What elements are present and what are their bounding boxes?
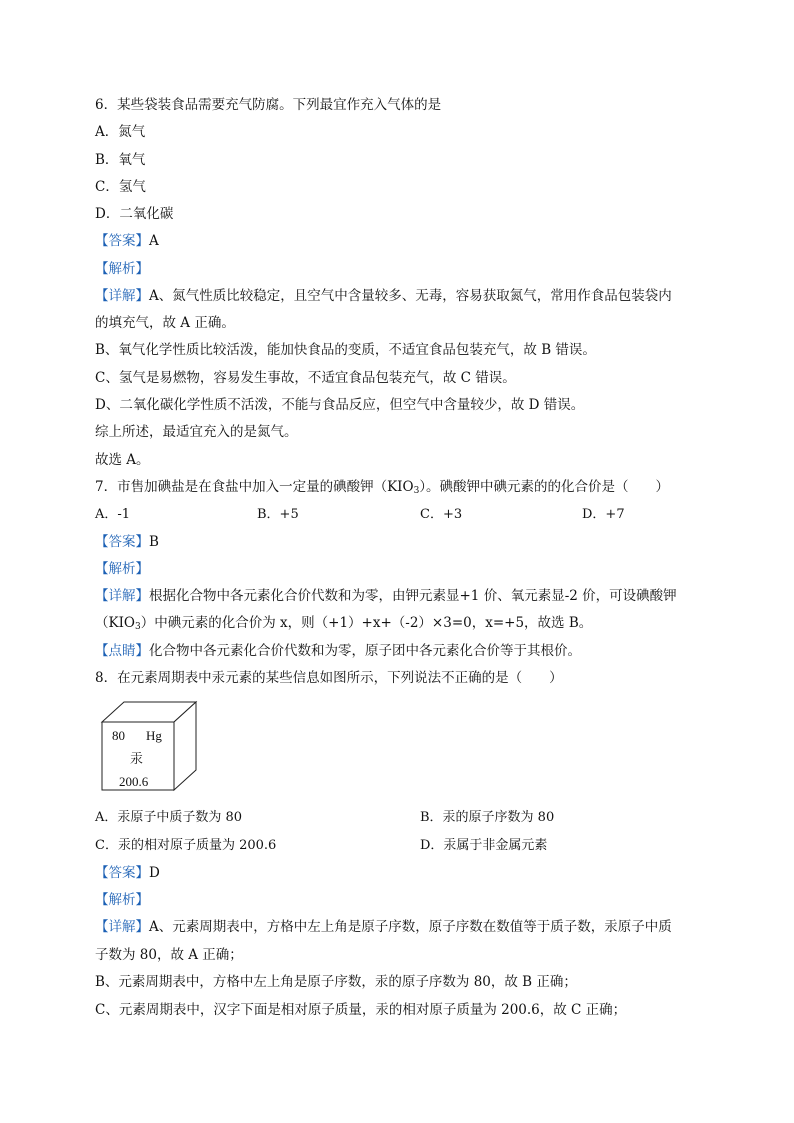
q7-stem-subscript: 3 (413, 486, 420, 496)
q8-option-c: C．汞的相对原子质量为 200.6 (95, 838, 277, 853)
answer-value: B (149, 534, 159, 550)
q8-detail-2: 子数为 80，故 A 正确； (95, 947, 243, 963)
point-tag: 【点睛】 (95, 643, 149, 659)
q8-option-a: A．汞原子中质子数为 80 (95, 810, 243, 825)
element-symbol: Hg (146, 728, 162, 743)
detail-tag: 【详解】 (95, 288, 149, 304)
q6-option-a: A．氮气 (95, 124, 146, 140)
q6-answer (95, 231, 705, 251)
answer-tag: 【答案】 (95, 233, 149, 249)
element-cell-mercury (100, 700, 200, 792)
q6-option-c: C．氢气 (95, 179, 146, 195)
q6-detail-4: C、氢气是易燃物，容易发生事故，不适宜食品包装充气，故 C 错误。 (95, 370, 516, 386)
q8-detail-1 (95, 917, 705, 937)
q7-stem-part-a: 7．市售加碘盐是在食盐中加入一定量的碘酸钾（KIO (95, 479, 414, 495)
detail-text: A、氮气性质比较稳定，且空气中含量较多、无毒，容易获取氮气，常用作食品包装袋内 (149, 288, 672, 304)
answer-value: D (149, 865, 160, 881)
analysis-tag: 【解析】 (95, 561, 149, 577)
detail-text: A、元素周期表中，方格中左上角是原子序数，原子序数在数值等于质子数，汞原子中质 (149, 919, 672, 935)
detail-tag: 【详解】 (95, 588, 149, 604)
q8-answer (95, 863, 705, 883)
detail-text: 根据化合物中各元素化合价代数和为零，由钾元素显+1 价、氧元素显-2 价，可设碘酸钾 (149, 588, 677, 604)
q7-answer (95, 532, 705, 552)
q6-option-b: B．氧气 (95, 152, 146, 168)
q7-point (95, 641, 705, 661)
analysis-tag: 【解析】 (95, 892, 149, 908)
atomic-mass: 200.6 (119, 774, 149, 789)
q8-detail-4: C、元素周期表中，汉字下面是相对原子质量，汞的相对原子质量为 200.6，故 C 正确； (95, 1002, 627, 1018)
q7-stem-part-b: ）。碘酸钾中碘元素的的化合价是（ ） (419, 479, 670, 495)
q7-stem (95, 477, 705, 501)
q6-stem: 6．某些袋装食品需要充气防腐。下列最宜作充入气体的是 (95, 97, 442, 113)
q7-detail-2-part-a: （KIO (95, 615, 135, 631)
q8-option-d: D．汞属于非金属元素 (420, 838, 548, 853)
answer-value: A (149, 233, 159, 249)
q6-detail-1 (95, 286, 705, 306)
q8-option-b: B．汞的原子序数为 80 (420, 810, 555, 825)
q7-option-d: D．+7 (582, 507, 625, 522)
q8-detail-3: B、元素周期表中，方格中左上角是原子序数，汞的原子序数为 80，故 B 正确； (95, 974, 577, 990)
q7-option-b: B．+5 (257, 507, 299, 522)
q6-option-d: D．二氧化碳 (95, 206, 174, 222)
q6-analysis-tag (95, 259, 705, 279)
answer-tag: 【答案】 (95, 865, 149, 881)
q6-detail-5: D、二氧化碳化学性质不活泼，不能与食品反应，但空气中含量较少，故 D 错误。 (95, 397, 585, 413)
q8-stem: 8．在元素周期表中汞元素的某些信息如图所示，下列说法不正确的是（ ） (95, 670, 563, 686)
q6-choose: 故选 A。 (95, 452, 150, 468)
q6-detail-2: 的填充气，故 A 正确。 (95, 315, 235, 331)
q7-detail-2 (95, 613, 705, 637)
detail-tag: 【详解】 (95, 919, 149, 935)
q6-summary: 综上所述，最适宜充入的是氮气。 (95, 424, 298, 440)
q7-detail-2-subscript: 3 (135, 622, 141, 632)
q7-detail-2-part-b: ）中碘元素的化合价为 x，则（+1）+x+（-2）×3=0，x=+5，故选 B。 (140, 615, 593, 631)
q8-analysis-tag (95, 890, 705, 910)
element-name: 汞 (130, 751, 144, 766)
answer-tag: 【答案】 (95, 534, 149, 550)
point-text: 化合物中各元素化合价代数和为零，原子团中各元素化合价等于其根价。 (149, 643, 581, 659)
q7-analysis-tag (95, 559, 705, 579)
analysis-tag: 【解析】 (95, 261, 149, 277)
q7-option-c: C．+3 (420, 507, 463, 522)
q7-option-a: A．-1 (95, 507, 131, 522)
q7-detail-1 (95, 586, 705, 606)
q6-detail-3: B、氧气化学性质比较活泼，能加快食品的变质，不适宜食品包装充气，故 B 错误。 (95, 342, 596, 358)
element-cell-cube (100, 700, 200, 792)
atomic-number: 80 (112, 728, 125, 743)
